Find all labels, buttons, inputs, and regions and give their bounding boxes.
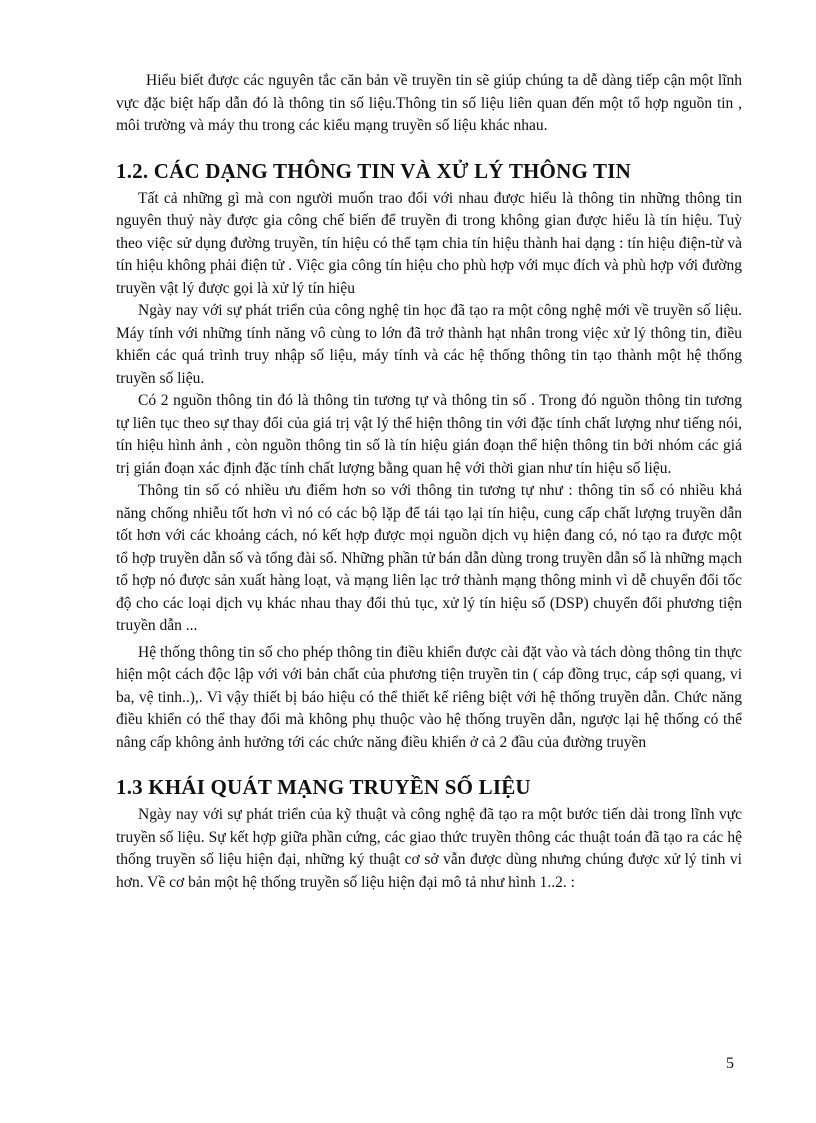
paragraph: Tất cả những gì mà con người muốn trao đổi với nhau được hiểu là thông tin những thông tin nguyên thuỷ này được gia công chế biến để truyền đi trong không gian được hiểu là tín hiệu. Tuỳ theo việc sử dụng đường truyền, tín hiệu có thể tạm chia tín hiệu thành hai dạng : tín hiệu điện-từ và tín hiệu không phải điện tử . Việc gia công tín hiệu cho phù hợp với mục đích và phù hợp với đường truyền vật lý được gọi là xử lý tín hiệu bbox=[116, 189, 742, 297]
section-heading-1-2: 1.2. CÁC DẠNG THÔNG TIN VÀ XỬ LÝ THÔNG TIN bbox=[116, 158, 632, 183]
document-body bbox=[116, 70, 742, 894]
paragraph: Ngày nay với sự phát triển của công nghệ tin học đã tạo ra một công nghệ mới về truyền số liệu. Máy tính với những tính năng vô cùng to lớn đã trở thành hạt nhân trong việc xử lý thông tin, điều khiển các quá trình truy nhập số liệu, máy tính và các hệ thống thông tin tạo thành một hệ thống truyền số liệu. bbox=[116, 302, 742, 387]
intro-paragraph: Hiểu biết được các nguyên tắc căn bản về truyền tin sẽ giúp chúng ta dễ dàng tiếp cận một lĩnh vực đặc biệt hấp dẫn đó là thông tin số liệu.Thông tin số liệu liên quan đến một tổ hợp nguồn tin , môi trường và máy thu trong các kiểu mạng truyền số liệu khác nhau. bbox=[116, 72, 742, 134]
paragraph: Ngày nay với sự phát triển của kỹ thuật và công nghệ đã tạo ra một bước tiến dài trong lĩnh vực truyền số liệu. Sự kết hợp giữa phần cứng, các giao thức truyền thông các thuật toán đã tạo ra các hệ thống truyền số liệu hiện đại, những ký thuật cơ sở vẫn được dùng nhưng chúng được xử lý tinh vi hơn. Về cơ bản một hệ thống truyền số liệu hiện đại mô tả như hình 1..2. : bbox=[116, 806, 742, 891]
section-heading-1-3: 1.3 KHÁI QUÁT MẠNG TRUYỀN SỐ LIỆU bbox=[116, 775, 531, 799]
page-number: 5 bbox=[726, 1055, 734, 1072]
paragraph: Có 2 nguồn thông tin đó là thông tin tương tự và thông tin số . Trong đó nguồn thông tin tương tự liên tục theo sự thay đổi của giá trị vật lý thể hiện thông tin với đặc tính chất lượng như tiếng nói, tín hiệu hình ảnh , còn nguồn thông tin số là tín hiệu gián đoạn thể hiện thông tin bởi nhóm các giá trị gián đoạn xác định đặc tính chất lượng bằng quan hệ với thời gian như tín hiệu số liệu. bbox=[116, 392, 742, 477]
paragraph: Thông tin số có nhiều ưu điểm hơn so với thông tin tương tự như : thông tin số có nhiều khả năng chống nhiễu tốt hơn vì nó có các bộ lặp để tái tạo lại tín hiệu, cung cấp chất lượng truyền dẫn tốt hơn với các khoảng cách, nó kết hợp được mọi nguồn dịch vụ hiện đang có, nó tạo ra được một tổ hợp truyền dẫn số và tổng đài số. Những phần tử bán dẫn dùng trong truyền dẫn số là những mạch tổ hợp nó được sản xuất hàng loạt, và mạng liên lạc trở thành mạng thông minh vì dễ chuyển đổi tốc độ cho các loại dịch vụ khác nhau thay đổi thủ tục, xử lý tín hiệu số (DSP) chuyển đổi phương tiện truyền dẫn ... bbox=[116, 482, 742, 634]
paragraph: Hệ thống thông tin số cho phép thông tin điều khiển được cài đặt vào và tách dòng thông tin thực hiện một cách độc lập với với bản chất của phương tiện truyền tin ( cáp đồng trục, cáp sợi quang, vi ba, vệ tinh..),. Vì vậy thiết bị báo hiệu có thể thiết kế riêng biệt với hệ thống truyền dẫn. Chức năng điều khiển có thể thay đổi mà không phụ thuộc vào hệ thống truyền dẫn, ngược lại hệ thống có thể nâng cấp không ảnh hưởng tới các chức năng điều khiển ở cả 2 đầu của đường truyền bbox=[116, 643, 742, 751]
